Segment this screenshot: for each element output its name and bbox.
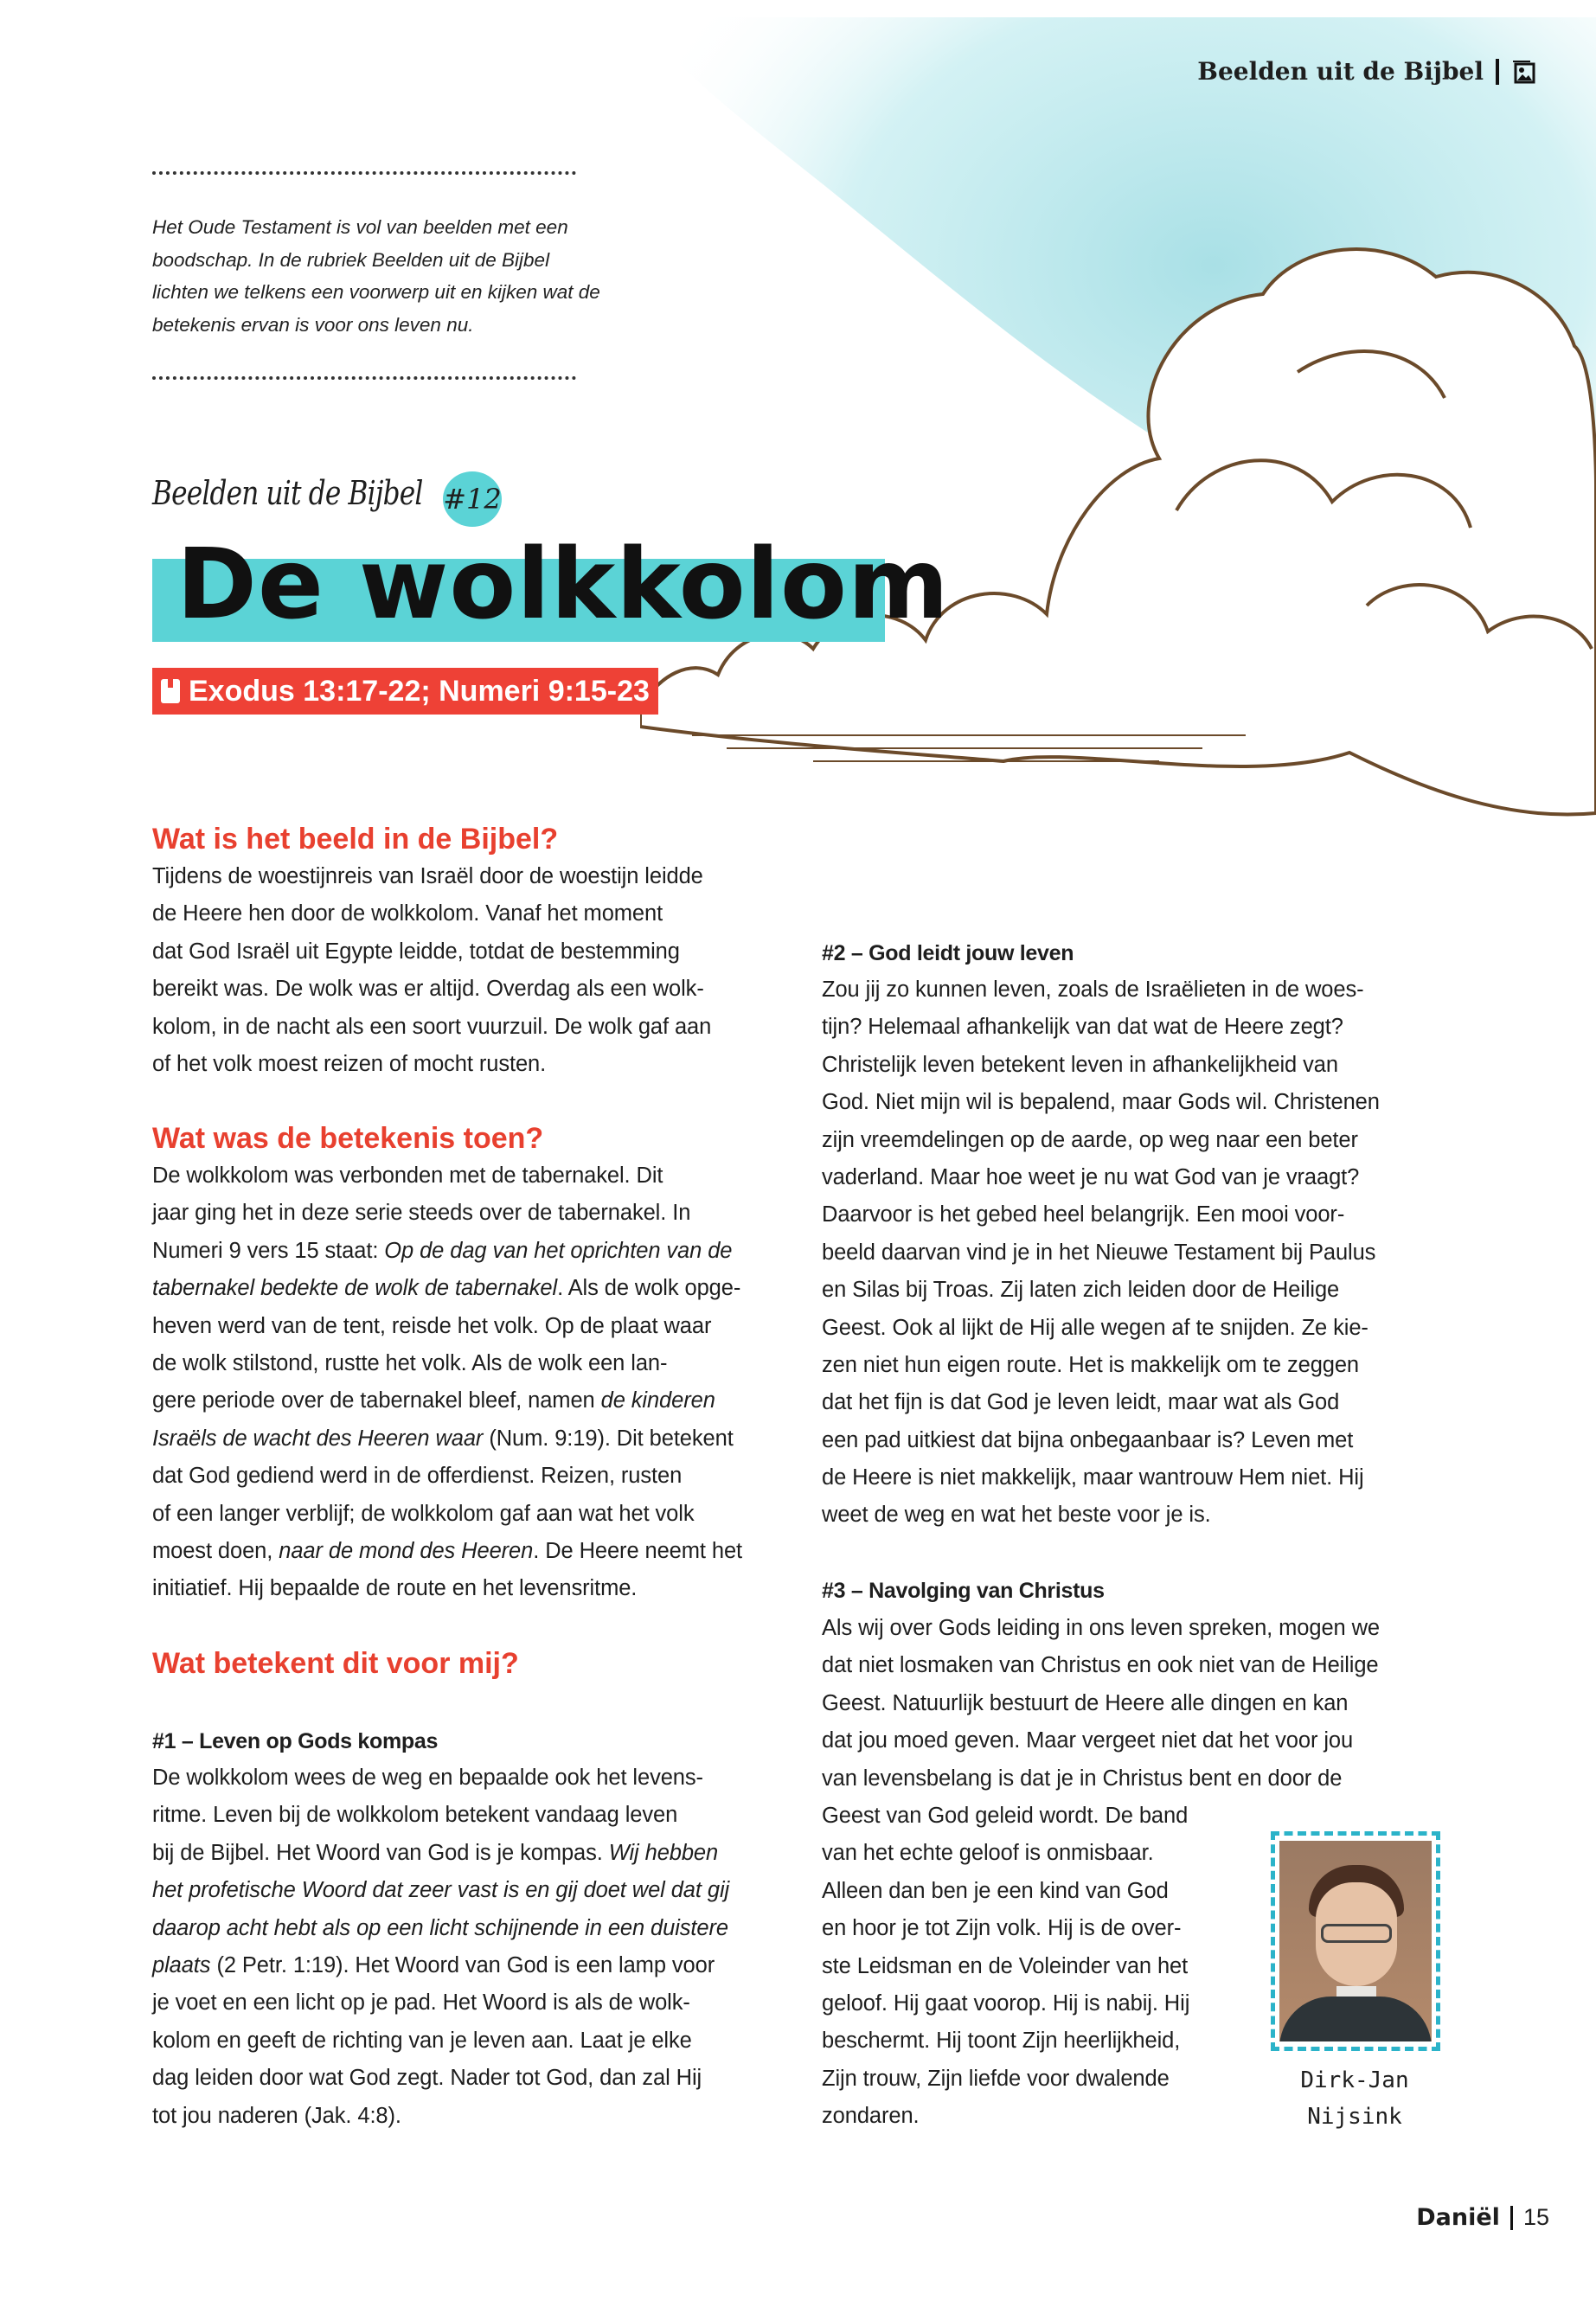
paragraph	[152, 1157, 742, 1608]
text-run: beschermt. Hij toont Zijn heerlijkheid,	[822, 2029, 1181, 2054]
italic-quote: Israëls de wacht des Heeren waar	[152, 1426, 484, 1451]
text-run: jaar ging het in deze serie steeds over de tabernakel. In	[152, 1201, 691, 1226]
series-number-badge: #12	[443, 471, 502, 527]
text-run: De wolkkolom wees de weg en bepaalde ook het levens-	[152, 1766, 703, 1790]
author-photo	[1279, 1841, 1432, 2041]
text-run: of het volk moest reizen of mocht rusten.	[152, 1051, 547, 1076]
text-run: ste Leidsman en de Voleinder van het	[822, 1953, 1189, 1978]
page-number: 15	[1522, 2204, 1549, 2230]
intro-divider-bottom	[152, 376, 576, 380]
paragraph	[822, 971, 1380, 1535]
text-run: heven werd van de tent, reisde het volk. Op de plaat waar	[152, 1313, 712, 1338]
text-run: Zijn trouw, Zijn liefde voor dwalende	[822, 2066, 1170, 2091]
text-line	[152, 1835, 729, 1872]
page-footer	[1416, 2204, 1549, 2231]
text-run: (Num. 9:19). Dit betekent	[483, 1426, 734, 1451]
text-run: van levensbelang is dat je in Christus bent en door de	[822, 1766, 1343, 1791]
text-run: Christelijk leven betekent leven in afhankelijkheid van	[822, 1052, 1338, 1077]
intro-text: Het Oude Testament is vol van beelden met een boodschap. In de rubriek Beelden uit de Bijbel lichten we telkens een voorwerp uit en kijken wat de betekenis ervan is voor ons leven nu.	[152, 216, 600, 336]
text-line	[152, 1984, 729, 2022]
text-run: bereikt was. De wolk was er altijd. Overdag als een wolk-	[152, 977, 704, 1002]
text-line	[822, 1272, 1380, 1309]
text-line	[152, 1420, 742, 1458]
text-run: dat God gediend werd in de offerdienst. Reizen, rusten	[152, 1464, 683, 1489]
text-run: ritme. Leven bij de wolkkolom betekent vandaag leven	[152, 1803, 678, 1828]
text-run: initiatief. Hij bepaalde de route en het levensritme.	[152, 1576, 638, 1601]
text-run: Geest. Natuurlijk bestuurt de Heere alle dingen en kan	[822, 1690, 1349, 1715]
subheading: #2 – God leidt jouw leven	[822, 941, 1074, 965]
text-run: bij de Bijbel. Het Woord van God is je kompas.	[152, 1840, 609, 1865]
text-line	[152, 1947, 729, 1984]
text-line	[822, 1760, 1380, 1798]
text-line	[822, 1122, 1380, 1159]
text-line	[152, 1345, 742, 1382]
section-heading: Wat was de betekenis toen?	[152, 1122, 544, 1155]
bible-reference-text: Exodus 13:17-22; Numeri 9:15-23	[189, 674, 650, 708]
text-line	[152, 1797, 729, 1834]
subheading: #1 – Leven op Gods kompas	[152, 1729, 439, 1753]
subheading: #3 – Navolging van Christus	[822, 1579, 1105, 1603]
text-line	[152, 971, 711, 1008]
text-run: je voet en een licht op je pad. Het Woord is als de wolk-	[152, 1990, 690, 2016]
text-run: zijn vreemdelingen op de aarde, op weg naar een beter	[822, 1127, 1358, 1152]
text-run: Numeri 9 vers 15 staat:	[152, 1238, 385, 1263]
text-line	[822, 1196, 1380, 1234]
intro-divider-top	[152, 171, 576, 175]
series-label	[152, 474, 482, 512]
text-line	[822, 1647, 1380, 1684]
text-run: de wolk stilstond, rustte het volk. Als de wolk een lan-	[152, 1350, 668, 1375]
text-run: kolom, in de nacht als een soort vuurzuil. De wolk gaf aan	[152, 1014, 712, 1039]
italic-quote: Op de dag van het oprichten van de	[384, 1238, 733, 1263]
text-run: kolom en geeft de richting van je leven aan. Laat je elke	[152, 2028, 692, 2053]
text-line	[822, 1384, 1380, 1421]
text-line	[152, 933, 711, 971]
text-line	[152, 895, 711, 933]
text-run: vaderland. Maar hoe weet je nu wat God van je vraagt?	[822, 1164, 1360, 1189]
text-run: geloof. Hij gaat voorop. Hij is nabij. Hij	[822, 1990, 1190, 2016]
text-run: . Als de wolk opge-	[557, 1276, 741, 1301]
text-run: Als wij over Gods leiding in ons leven spreken, mogen we	[822, 1616, 1380, 1640]
text-line	[822, 1610, 1380, 1647]
text-line	[152, 1872, 729, 1909]
text-run: en Silas bij Troas. Zij laten zich leiden door de Heilige	[822, 1278, 1340, 1303]
running-title: Beelden uit de Bijbel	[1197, 57, 1484, 86]
text-run: God. Niet mijn wil is bepalend, maar Gods wil. Christenen	[822, 1090, 1380, 1115]
italic-quote: plaats	[152, 1952, 211, 1977]
bookmark-book-icon	[161, 679, 180, 703]
text-line	[822, 1685, 1380, 1722]
text-line	[152, 1458, 742, 1495]
author-photo-frame	[1271, 1831, 1440, 2051]
text-run: van het echte geloof is onmisbaar.	[822, 1841, 1154, 1866]
text-run: en hoor je tot Zijn volk. Hij is de over-	[822, 1916, 1182, 1941]
text-run: gere periode over de tabernakel bleef, namen	[152, 1388, 601, 1413]
text-run: of een langer verblijf; de wolkkolom gaf aan wat het volk	[152, 1501, 695, 1526]
text-run: tot jou naderen (Jak. 4:8).	[152, 2103, 401, 2128]
text-line	[152, 1533, 742, 1570]
text-line	[822, 1422, 1380, 1459]
author-name	[1268, 2062, 1441, 2135]
text-line	[152, 1382, 742, 1420]
text-line	[152, 1759, 729, 1797]
text-line	[152, 1157, 742, 1195]
section-heading: Wat betekent dit voor mij?	[152, 1647, 519, 1680]
text-run: Geest. Ook al lijkt de Hij alle wegen af te snijden. Ze kie-	[822, 1315, 1368, 1340]
text-run: de Heere hen door de wolkkolom. Vanaf het moment	[152, 901, 663, 926]
italic-quote: daarop acht hebt als op een licht schijnende in een duistere	[152, 1915, 728, 1940]
text-run: dat niet losmaken van Christus en ook niet van de Heilige	[822, 1653, 1379, 1678]
text-line	[152, 2022, 729, 2060]
text-line	[152, 1308, 742, 1345]
text-run: zen niet hun eigen route. Het is makkelijk om te zeggen	[822, 1352, 1360, 1377]
text-run: dat jou moed geven. Maar vergeet niet dat het voor jou	[822, 1728, 1354, 1753]
text-line	[822, 1009, 1380, 1046]
text-line	[822, 1722, 1380, 1759]
text-run: dat het fijn is dat God je leven leidt, maar wat als God	[822, 1390, 1340, 1415]
text-run: Daarvoor is het gebed heel belangrijk. Een mooi voor-	[822, 1202, 1345, 1227]
text-line	[822, 1084, 1380, 1121]
paragraph	[152, 858, 711, 1083]
bible-reference	[152, 668, 658, 715]
text-line	[822, 1310, 1380, 1347]
text-line	[822, 1047, 1380, 1084]
italic-quote: naar de mond des Heeren	[279, 1538, 534, 1563]
text-run: weet de weg en wat het beste voor je is.	[822, 1503, 1211, 1528]
text-line	[822, 1497, 1380, 1534]
running-header	[1197, 57, 1535, 86]
italic-quote: het profetische Woord dat zeer vast is en gij doet wel dat gij	[152, 1878, 730, 1903]
text-line	[822, 971, 1380, 1009]
text-run: (2 Petr. 1:19). Het Woord van God is een lamp voor	[210, 1952, 715, 1977]
text-line	[152, 1233, 742, 1270]
text-run: dag leiden door wat God zegt. Nader tot God, dan zal Hij	[152, 2066, 702, 2091]
text-line	[152, 1570, 742, 1607]
text-line	[822, 1159, 1380, 1196]
text-line	[822, 1347, 1380, 1384]
italic-quote: Wij hebben	[608, 1840, 719, 1865]
text-run: dat God Israël uit Egypte leidde, totdat de bestemming	[152, 939, 680, 964]
text-run: tijn? Helemaal afhankelijk van dat wat de Heere zegt?	[822, 1015, 1343, 1040]
text-line	[152, 1496, 742, 1533]
paragraph	[152, 1759, 729, 2135]
text-run: . De Heere neemt het	[533, 1538, 743, 1563]
text-line	[822, 1798, 1380, 1835]
text-line	[152, 1046, 711, 1083]
text-run: Alleen dan ben je een kind van God	[822, 1878, 1169, 1903]
text-line	[152, 858, 711, 895]
magazine-name: Daniël	[1416, 2204, 1500, 2231]
text-line	[152, 1270, 742, 1307]
text-line	[152, 1910, 729, 1947]
text-line	[822, 1459, 1380, 1497]
text-line	[152, 2060, 729, 2097]
image-gallery-icon	[1511, 60, 1535, 84]
text-run: De wolkkolom was verbonden met de tabernakel. Dit	[152, 1163, 663, 1188]
text-line	[152, 1195, 742, 1232]
italic-quote: de kinderen	[600, 1388, 715, 1413]
divider	[1496, 59, 1499, 85]
text-run: zondaren.	[822, 2104, 920, 2129]
section-heading: Wat is het beeld in de Bijbel?	[152, 823, 559, 856]
text-run: Tijdens de woestijnreis van Israël door de woestijn leidde	[152, 864, 703, 888]
text-line	[822, 1234, 1380, 1272]
text-run: de Heere is niet makkelijk, maar wantrouw Hem niet. Hij	[822, 1465, 1364, 1490]
italic-quote: tabernakel bedekte de wolk de tabernakel	[152, 1276, 558, 1301]
text-line	[152, 1009, 711, 1046]
divider	[1510, 2206, 1513, 2230]
text-line	[152, 2098, 729, 2135]
text-run: Zou jij zo kunnen leven, zoals de Israëlieten in de woes-	[822, 977, 1364, 1002]
text-run: moest doen,	[152, 1538, 279, 1563]
text-run: beeld daarvan vind je in het Nieuwe Testament bij Paulus	[822, 1240, 1376, 1265]
author-first-name: Dirk-Jan	[1300, 2067, 1409, 2093]
text-run: Geest van God geleid wordt. De band	[822, 1803, 1189, 1828]
series-name: Beelden uit de Bijbel	[152, 474, 423, 512]
page-title: De wolkkolom	[176, 529, 950, 641]
author-last-name: Nijsink	[1307, 2104, 1402, 2130]
text-run: een pad uitkiest dat bijna onbegaanbaar is? Leven met	[822, 1427, 1354, 1452]
